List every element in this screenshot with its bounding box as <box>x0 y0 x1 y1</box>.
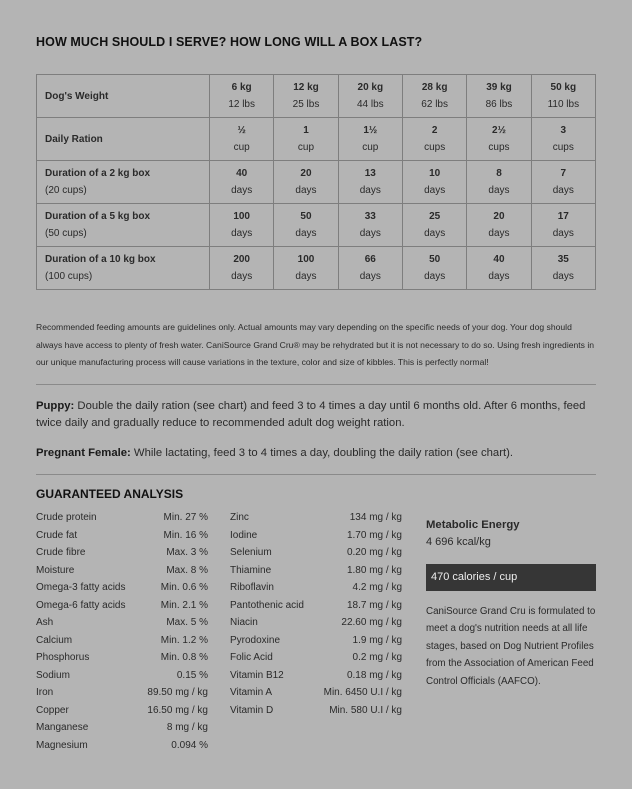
days-label: days <box>359 228 381 239</box>
nutrient-value: Min. 580 U.I / kg <box>329 704 402 716</box>
nutrient-value: 22.60 mg / kg <box>341 617 402 628</box>
product-description: CaniSource Grand Cru is formulated to meet a dog's nutrition needs at all life stages, based on Dog Nutrient Profiles from the Association of American Feed Control Officials (AAFCO). <box>426 606 596 687</box>
weight-lbs: 12 lbs <box>228 99 255 110</box>
table-cell <box>402 161 466 204</box>
nutrient-value: 89.50 mg / kg <box>147 687 208 698</box>
energy-label: Metabolic Energy <box>426 519 520 531</box>
days-label: days <box>552 271 574 282</box>
table-cell <box>467 247 531 290</box>
duration-value: 100 <box>297 254 315 265</box>
ration-unit: cups <box>552 142 574 153</box>
duration-value: 50 <box>429 254 441 265</box>
nutrient-value: Min. 16 % <box>163 529 208 541</box>
row-sublabel: (20 cups) <box>45 185 87 196</box>
table-cell <box>210 204 274 247</box>
analysis-row <box>230 632 402 650</box>
analysis-row <box>230 702 402 720</box>
feeding-note: Recommended feeding amounts are guidelines only. Actual amounts may vary depending on the specific needs of your dog. Your dog should always have access to plenty of fresh water. CaniSource Grand Cru® may be rehydrated but it is not necessary to do so. Using fresh ingredients in our unique manufacturing process will cause variations in the texture, color and size of kibbles. This is perfectly normal! <box>36 322 595 367</box>
row-sublabel: (50 cups) <box>45 228 87 239</box>
nutrient-value: 0.20 mg / kg <box>346 547 402 558</box>
analysis-row <box>230 509 402 527</box>
analysis-row <box>230 667 402 685</box>
nutrient-value: Min. 0.6 % <box>160 582 208 593</box>
nutrient-value: Min. 6450 U.I / kg <box>323 687 402 698</box>
nutrient-name: Crude fibre <box>36 547 86 558</box>
days-label: days <box>488 228 510 239</box>
analysis-row <box>36 527 208 545</box>
table-row-weight <box>37 75 596 118</box>
weight-kg: 39 kg <box>486 82 512 93</box>
nutrient-name: Pyrodoxine <box>230 634 281 646</box>
weight-lbs: 110 lbs <box>547 99 580 110</box>
nutrient-value: Max. 5 % <box>166 617 208 628</box>
row-label: Duration of a 2 kg box <box>45 168 151 179</box>
analysis-row <box>230 562 402 580</box>
table-cell <box>467 118 531 161</box>
nutrient-name: Zinc <box>230 512 249 523</box>
weight-lbs: 25 lbs <box>292 99 320 110</box>
analysis-row <box>36 509 208 527</box>
analysis-row <box>36 562 208 580</box>
nutrient-name: Iodine <box>230 529 258 541</box>
table-cell <box>402 75 466 118</box>
ration-amount: 3 <box>560 125 567 136</box>
table-cell <box>338 118 402 161</box>
nutrient-name: Vitamin A <box>230 687 273 698</box>
ration-unit: cups <box>424 142 446 153</box>
pregnant-label: Pregnant Female: <box>36 447 131 459</box>
nutrient-name: Crude protein <box>36 512 97 523</box>
puppy-label: Puppy: <box>36 400 75 412</box>
table-cell <box>531 161 595 204</box>
ration-unit: cup <box>233 142 250 153</box>
analysis-row <box>36 702 208 720</box>
duration-value: 10 <box>429 168 441 179</box>
nutrient-name: Thiamine <box>230 564 272 576</box>
nutrient-value: 1.80 mg / kg <box>346 564 402 576</box>
ration-amount: 2 <box>431 125 438 136</box>
weight-lbs: 86 lbs <box>485 99 513 110</box>
table-row-10kg <box>37 247 596 290</box>
table-cell <box>531 118 595 161</box>
analysis-column-1 <box>36 509 208 754</box>
row-header: Daily Ration <box>37 118 210 161</box>
nutrient-name: Sodium <box>36 669 70 681</box>
ration-amount: 2½ <box>492 125 506 136</box>
nutrient-value: 4.2 mg / kg <box>352 582 402 593</box>
table-row-ration <box>37 118 596 161</box>
analysis-row <box>230 614 402 632</box>
nutrient-value: 134 mg / kg <box>349 512 402 523</box>
nutrient-name: Crude fat <box>36 529 78 541</box>
pregnant-paragraph <box>36 445 596 462</box>
nutrient-name: Riboflavin <box>230 582 274 593</box>
analysis-row <box>36 684 208 702</box>
analysis-row <box>230 527 402 545</box>
analysis-row <box>36 667 208 685</box>
table-cell <box>274 247 338 290</box>
table-cell <box>467 161 531 204</box>
nutrient-name: Calcium <box>36 634 73 646</box>
duration-value: 17 <box>557 211 569 222</box>
duration-value: 40 <box>236 168 248 179</box>
table-cell <box>210 118 274 161</box>
analysis-column-2 <box>230 509 402 719</box>
weight-lbs: 62 lbs <box>421 99 448 110</box>
duration-value: 20 <box>493 211 505 222</box>
metabolic-energy <box>426 517 596 551</box>
table-cell <box>531 247 595 290</box>
nutrient-value: 0.094 % <box>171 739 208 751</box>
nutrient-value: Min. 1.2 % <box>160 634 208 646</box>
table-cell <box>274 118 338 161</box>
weight-kg: 12 kg <box>293 82 319 93</box>
days-label: days <box>488 185 510 196</box>
divider <box>36 474 596 475</box>
nutrient-name: Vitamin B12 <box>230 669 284 681</box>
days-label: days <box>424 271 446 282</box>
nutrient-value: 1.70 mg / kg <box>346 529 402 541</box>
days-label: days <box>295 271 317 282</box>
nutrient-value: Max. 3 % <box>166 547 208 558</box>
ration-unit: cup <box>362 142 379 153</box>
row-sublabel: (100 cups) <box>45 271 93 282</box>
days-label: days <box>295 228 317 239</box>
analysis-row <box>230 544 402 562</box>
puppy-text: Double the daily ration (see chart) and feed 3 to 4 times a day until 6 months old. After 6 months, feed twice daily and gradually reduce to recommended adult dog weight ration. <box>36 400 586 429</box>
analysis-row <box>36 614 208 632</box>
ration-unit: cup <box>297 142 315 153</box>
pregnant-text: While lactating, feed 3 to 4 times a day, doubling the daily ration (see chart). <box>130 447 514 459</box>
nutrient-value: Min. 27 % <box>163 512 208 523</box>
nutrient-value: 16.50 mg / kg <box>147 704 208 716</box>
row-header <box>37 161 210 204</box>
nutrient-value: 8 mg / kg <box>166 722 208 733</box>
analysis-row <box>36 737 208 755</box>
table-cell <box>274 75 338 118</box>
analysis-row <box>230 597 402 615</box>
row-header: Dog's Weight <box>37 75 210 118</box>
nutrient-value: 0.2 mg / kg <box>352 652 402 663</box>
table-row-2kg <box>37 161 596 204</box>
nutrient-name: Moisture <box>36 564 75 576</box>
duration-value: 7 <box>560 168 567 179</box>
table-cell <box>402 247 466 290</box>
row-header <box>37 247 210 290</box>
table-cell <box>338 247 402 290</box>
nutrient-name: Magnesium <box>36 739 88 751</box>
nutrient-value: 1.9 mg / kg <box>352 634 402 646</box>
nutrient-name: Phosphorus <box>36 652 90 663</box>
feeding-table <box>36 74 596 290</box>
days-label: days <box>295 185 317 196</box>
analysis-row <box>230 649 402 667</box>
duration-value: 25 <box>429 211 441 222</box>
table-cell <box>274 161 338 204</box>
divider <box>36 384 596 385</box>
row-header <box>37 204 210 247</box>
table-cell <box>531 204 595 247</box>
nutrient-name: Omega-3 fatty acids <box>36 582 126 593</box>
duration-value: 40 <box>493 254 505 265</box>
nutrient-value: Min. 0.8 % <box>160 652 208 663</box>
table-cell <box>210 161 274 204</box>
days-label: days <box>424 185 446 196</box>
weight-kg: 6 kg <box>231 82 252 93</box>
analysis-row <box>36 544 208 562</box>
duration-value: 66 <box>364 254 376 265</box>
nutrient-name: Pantothenic acid <box>230 599 304 611</box>
table-cell <box>274 204 338 247</box>
puppy-paragraph <box>36 398 596 432</box>
nutrient-value: 0.15 % <box>176 669 208 681</box>
nutrient-value: Min. 2.1 % <box>160 599 208 611</box>
analysis-row <box>36 579 208 597</box>
duration-value: 20 <box>300 168 312 179</box>
analysis-row <box>36 719 208 737</box>
ration-unit: cups <box>488 142 510 153</box>
duration-value: 200 <box>233 254 250 265</box>
days-label: days <box>552 228 574 239</box>
days-label: days <box>231 228 253 239</box>
table-cell <box>467 204 531 247</box>
days-label: days <box>488 271 510 282</box>
duration-value: 100 <box>233 211 250 222</box>
nutrient-name: Folic Acid <box>230 652 273 663</box>
ration-amount: ½ <box>237 125 246 136</box>
analysis-title: GUARANTEED ANALYSIS <box>36 487 184 501</box>
table-cell <box>210 247 274 290</box>
page-title: HOW MUCH SHOULD I SERVE? HOW LONG WILL A BOX LAST? <box>36 35 423 49</box>
duration-value: 13 <box>364 168 376 179</box>
days-label: days <box>231 185 253 196</box>
energy-value: 4 696 kcal/kg <box>426 536 491 548</box>
table-row-5kg <box>37 204 596 247</box>
table-cell <box>338 75 402 118</box>
ration-amount: 1½ <box>363 125 378 136</box>
analysis-row <box>230 684 402 702</box>
nutrient-value: 0.18 mg / kg <box>346 669 402 681</box>
days-label: days <box>424 228 446 239</box>
row-label: Duration of a 10 kg box <box>45 254 156 265</box>
table-cell <box>402 204 466 247</box>
analysis-row <box>36 632 208 650</box>
nutrient-name: Copper <box>36 704 69 716</box>
duration-value: 35 <box>557 254 569 265</box>
ration-amount: 1 <box>303 125 309 136</box>
duration-value: 8 <box>496 168 502 179</box>
table-cell <box>338 204 402 247</box>
weight-kg: 28 kg <box>421 82 448 93</box>
table-cell <box>210 75 274 118</box>
calories-badge: 470 calories / cup <box>426 564 596 591</box>
duration-value: 33 <box>364 211 376 222</box>
nutrient-name: Ash <box>36 617 54 628</box>
nutrient-name: Vitamin D <box>230 704 274 716</box>
analysis-row <box>230 579 402 597</box>
nutrient-name: Manganese <box>36 722 89 733</box>
nutrient-name: Selenium <box>230 547 272 558</box>
row-label: Duration of a 5 kg box <box>45 211 151 222</box>
table-cell <box>531 75 595 118</box>
nutrient-name: Omega-6 fatty acids <box>36 599 126 611</box>
table-cell <box>402 118 466 161</box>
weight-kg: 20 kg <box>357 82 384 93</box>
days-label: days <box>359 271 381 282</box>
nutrient-name: Iron <box>36 687 54 698</box>
days-label: days <box>231 271 253 282</box>
nutrient-value: 18.7 mg / kg <box>346 599 402 611</box>
analysis-row <box>36 597 208 615</box>
weight-lbs: 44 lbs <box>356 99 384 110</box>
days-label: days <box>552 185 574 196</box>
duration-value: 50 <box>300 211 312 222</box>
weight-kg: 50 kg <box>550 82 577 93</box>
table-cell <box>338 161 402 204</box>
nutrient-value: Max. 8 % <box>166 564 208 576</box>
table-cell <box>467 75 531 118</box>
nutrient-name: Niacin <box>230 617 258 628</box>
days-label: days <box>359 185 381 196</box>
analysis-row <box>36 649 208 667</box>
